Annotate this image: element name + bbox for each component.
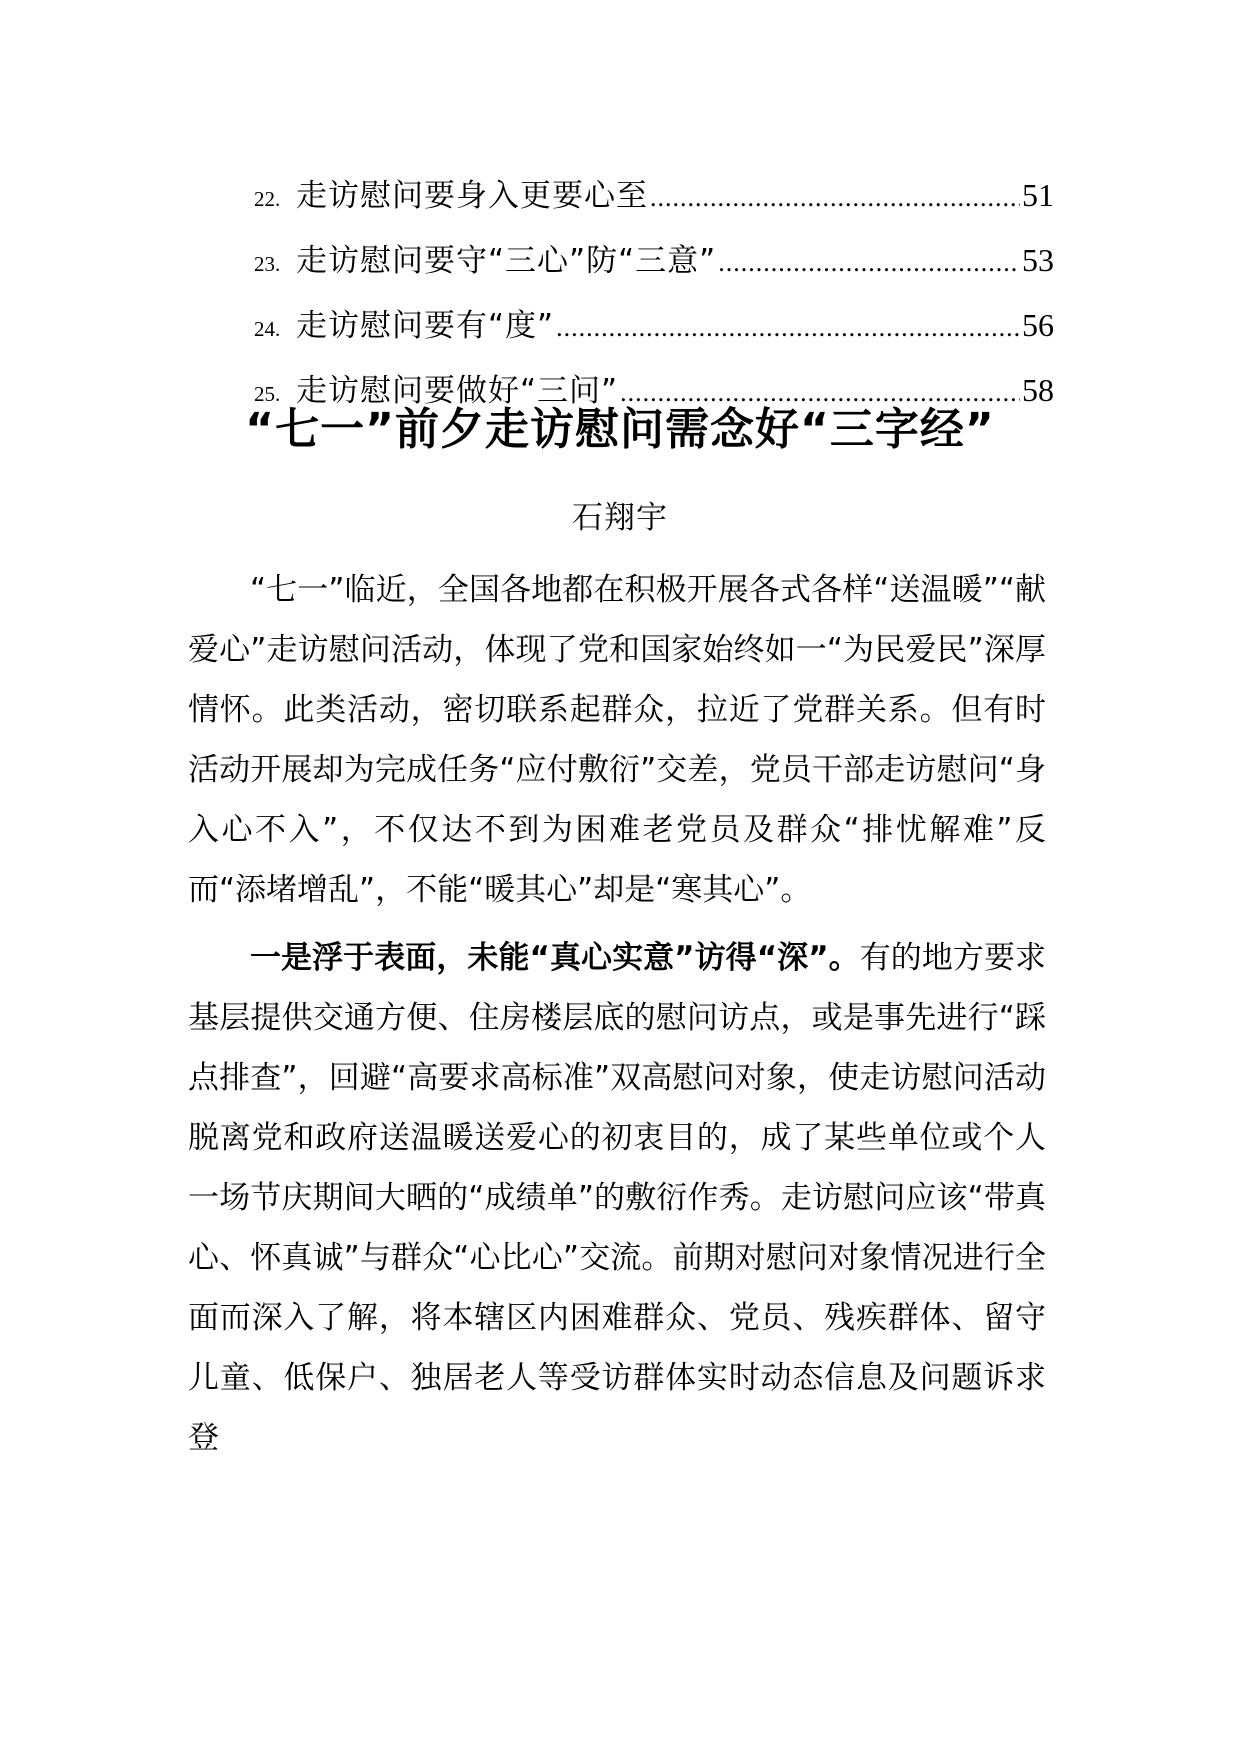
paragraph-lead-heading: 一是浮于表面，未能“真心实意”访得“深”。 bbox=[250, 940, 860, 976]
toc-entry-number: 24. bbox=[254, 317, 281, 341]
toc-entry-number: 25. bbox=[254, 382, 281, 406]
article-author: 石翔宇 bbox=[572, 500, 668, 536]
body-paragraph bbox=[188, 928, 1046, 1468]
toc-entry-title: 走访慰问要有“度” bbox=[296, 308, 555, 344]
toc-entry[interactable] bbox=[254, 293, 1054, 358]
toc-dot-leader bbox=[718, 230, 1020, 295]
toc-dot-leader bbox=[650, 165, 1020, 230]
article-body bbox=[188, 560, 1046, 1468]
body-paragraph bbox=[188, 560, 1046, 920]
article-title: “七一”前夕走访慰问需念好“三字经” bbox=[245, 404, 995, 455]
table-of-contents bbox=[254, 163, 1054, 423]
toc-entry-title: 走访慰问要做好“三问” bbox=[296, 373, 619, 409]
toc-dot-leader bbox=[556, 295, 1020, 360]
toc-entry-page: 51 bbox=[1022, 177, 1054, 213]
toc-entry-number: 22. bbox=[254, 187, 281, 211]
toc-entry-number: 23. bbox=[254, 252, 281, 276]
toc-entry-page: 58 bbox=[1022, 372, 1054, 408]
toc-entry-page: 53 bbox=[1022, 242, 1054, 278]
toc-entry-title: 走访慰问要身入更要心至 bbox=[296, 178, 648, 214]
toc-entry[interactable] bbox=[254, 228, 1054, 293]
paragraph-text: “七一”临近，全国各地都在积极开展各式各样“送温暖”“献爱心”走访慰问活动，体现了党和国家始终如一“为民爱民”深厚情怀。此类活动，密切联系起群众，拉近了党群关系。但有时活动开展却为完成任务“应付敷衍”交差，党员干部走访慰问“身入心不入”，不仅达不到为困难老党员及群众“排忧解难”反而“添堵增乱”，不能“暖其心”却是“寒其心”。 bbox=[188, 572, 1046, 908]
toc-entry[interactable] bbox=[254, 163, 1054, 228]
toc-entry-page: 56 bbox=[1022, 307, 1054, 343]
toc-entry-title: 走访慰问要守“三心”防“三意” bbox=[296, 243, 717, 279]
paragraph-text: 有的地方要求基层提供交通方便、住房楼层底的慰问访点，或是事先进行“踩点排查”，回避“高要求高标准”双高慰问对象，使走访慰问活动脱离党和政府送温暖送爱心的初衷目的，成了某些单位或个人一场节庆期间大晒的“成绩单”的敷衍作秀。走访慰问应该“带真心、怀真诚”与群众“心比心”交流。前期对慰问对象情况进行全面而深入了解，将本辖区内困难群众、党员、残疾群体、留守儿童、低保户、独居老人等受访群体实时动态信息及问题诉求登 bbox=[188, 940, 1047, 1456]
